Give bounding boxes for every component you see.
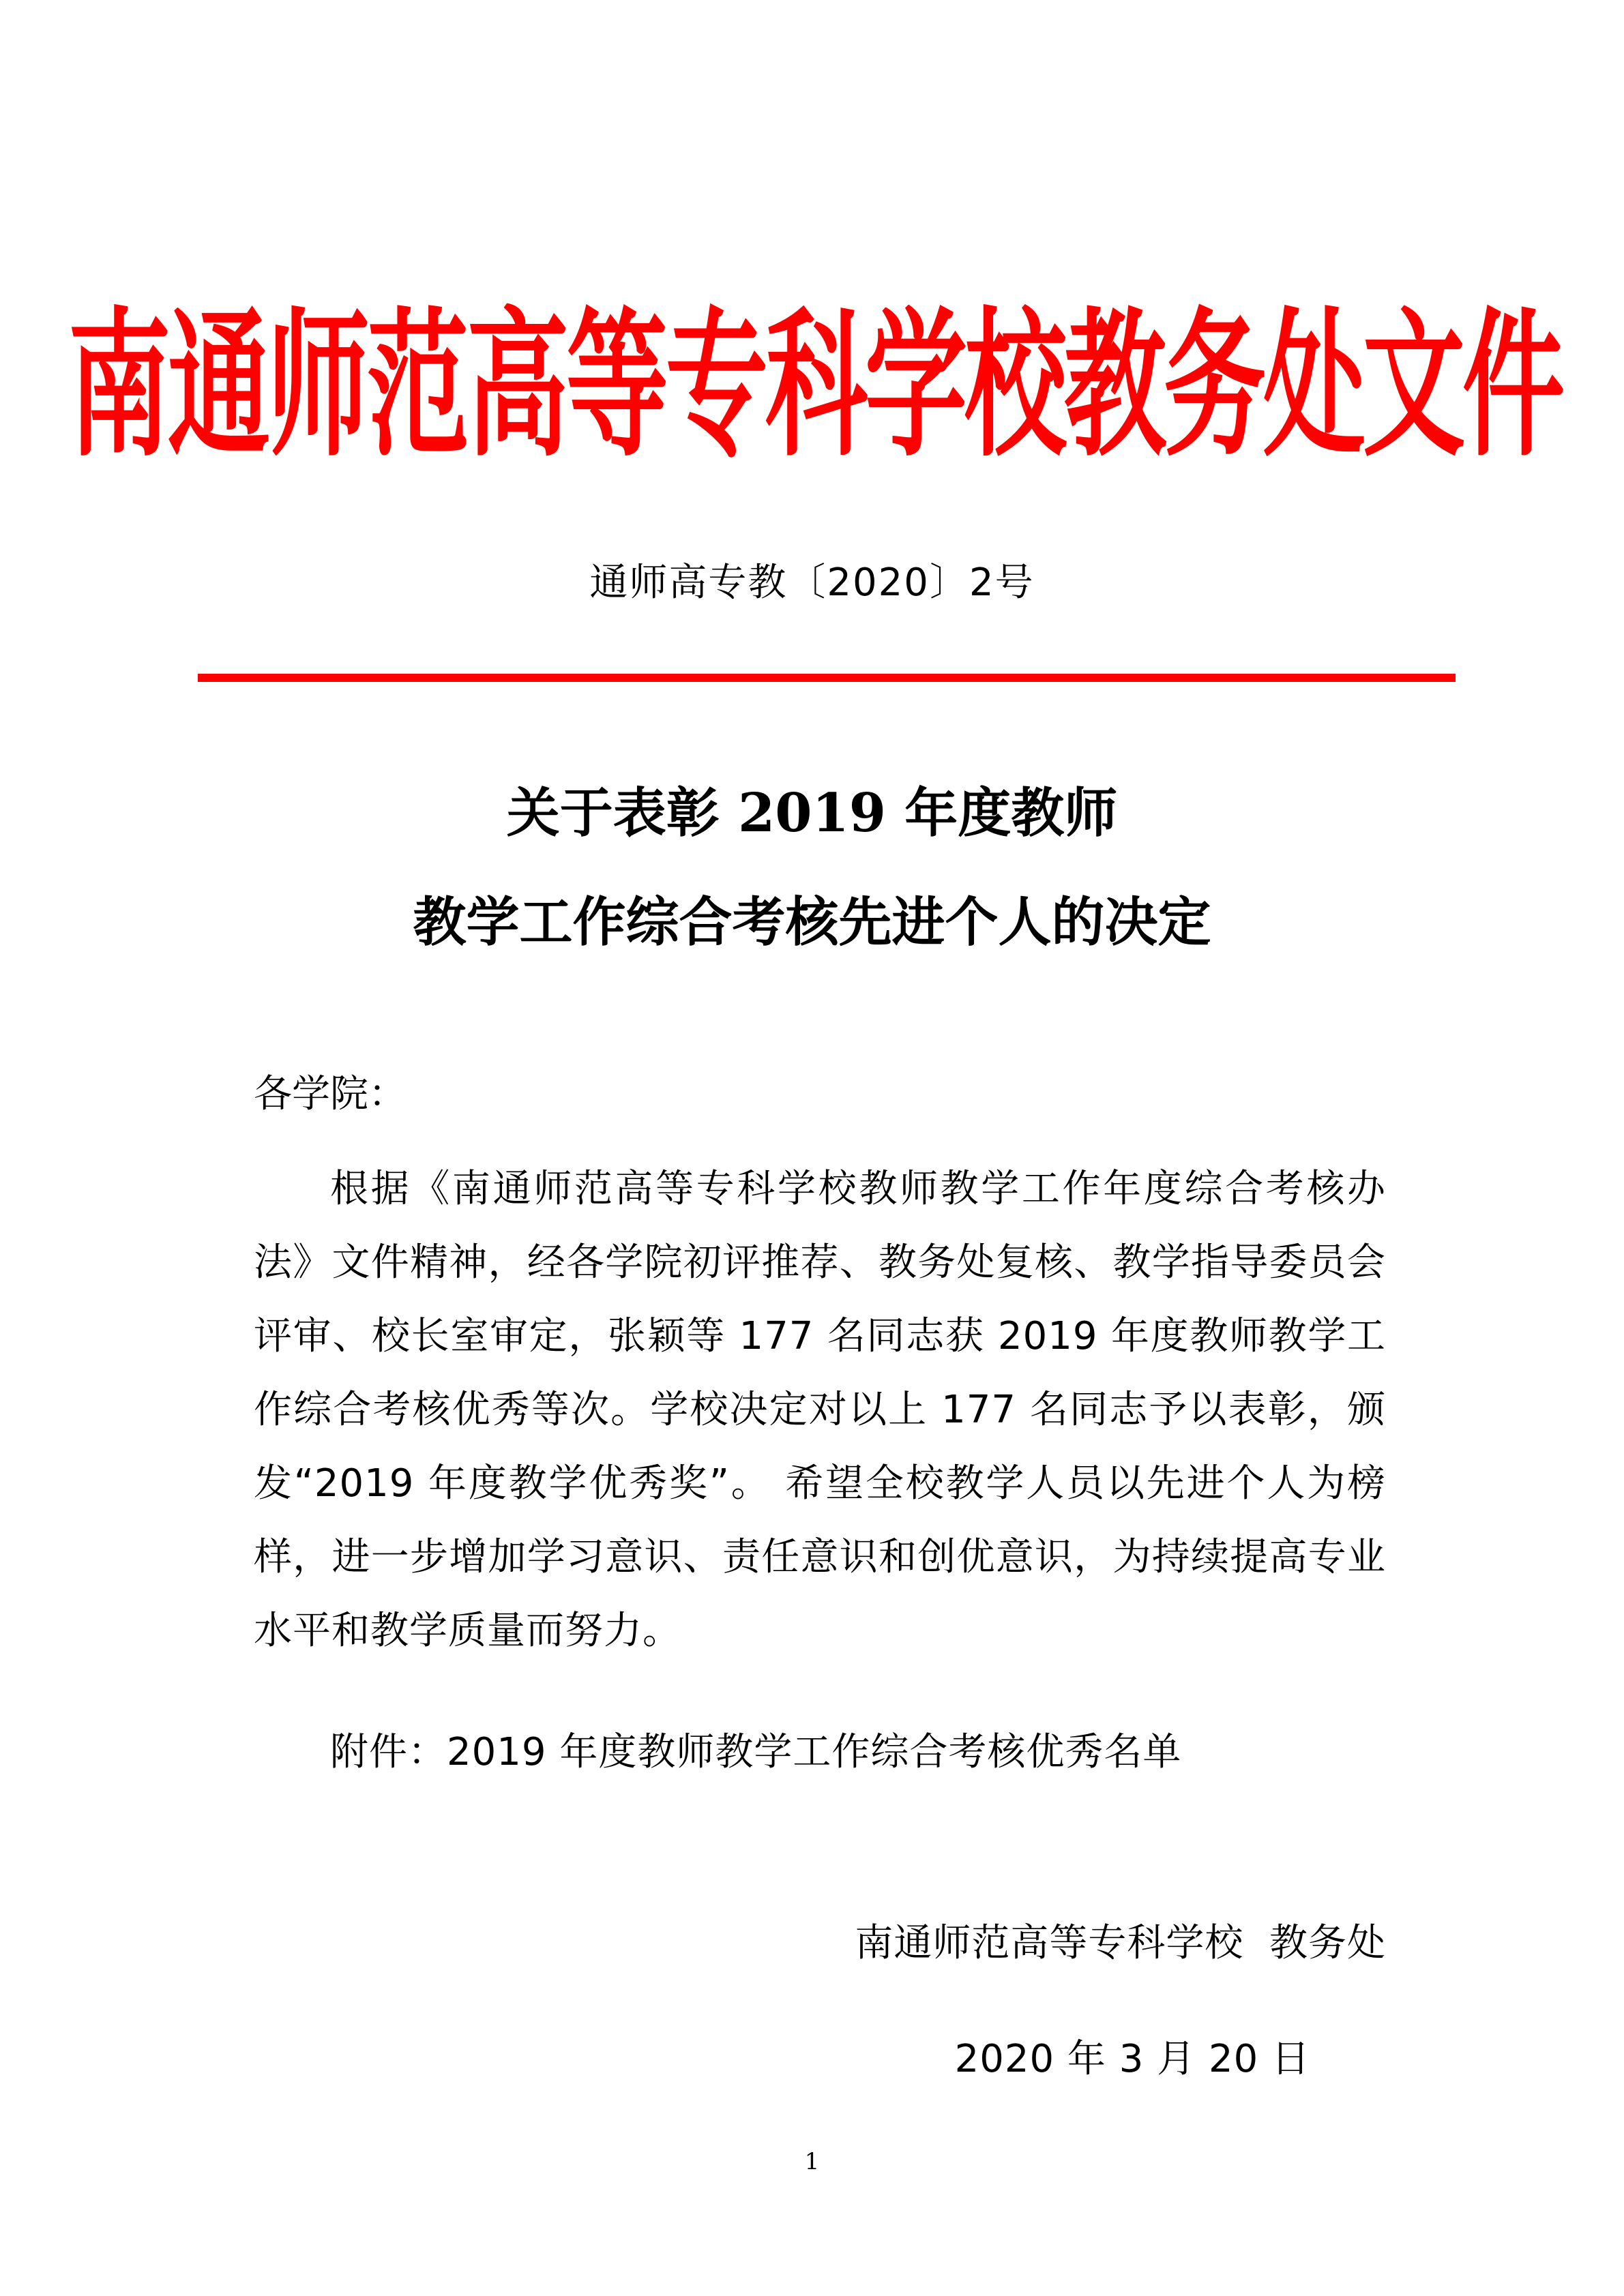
page-number: 1 — [804, 2148, 820, 2175]
red-divider-line — [198, 674, 1456, 682]
document-title-line-2: 教学工作综合考核先进个人的决定 — [413, 891, 1211, 953]
document-number: 通师高专教〔2020〕2号 — [589, 561, 1035, 605]
salutation: 各学院： — [254, 1072, 407, 1116]
document-masthead: 南通师范高等专科学校教务处文件 — [68, 292, 1563, 479]
issue-date: 2020 年 3 月 20 日 — [954, 2037, 1310, 2081]
body-paragraph: 根据《南通师范高等专科学校教师教学工作年度综合考核办法》文件精神，经各学院初评推荐、教务处复核、教学指导委员会评审、校长室审定，张颖等 177 名同志获 2019 年度教师教学工作综合考核优秀等次。学校决定对以上 177 名同志予以表彰，颁发“2019 年度教学优秀奖”。 希望全校教学人员以先进个人为榜样，进一步增加学习意识、责任意识和创优意识，为持续提高专业水平和教学质量而努力。 — [254, 1167, 1386, 1653]
attachment-note: 附件：2019 年度教师教学工作综合考核优秀名单 — [330, 1730, 1182, 1774]
issuer-signature: 南通师范高等专科学校 教务处 — [855, 1921, 1386, 1965]
document-title-line-1: 关于表彰 2019 年度教师 — [506, 782, 1118, 844]
